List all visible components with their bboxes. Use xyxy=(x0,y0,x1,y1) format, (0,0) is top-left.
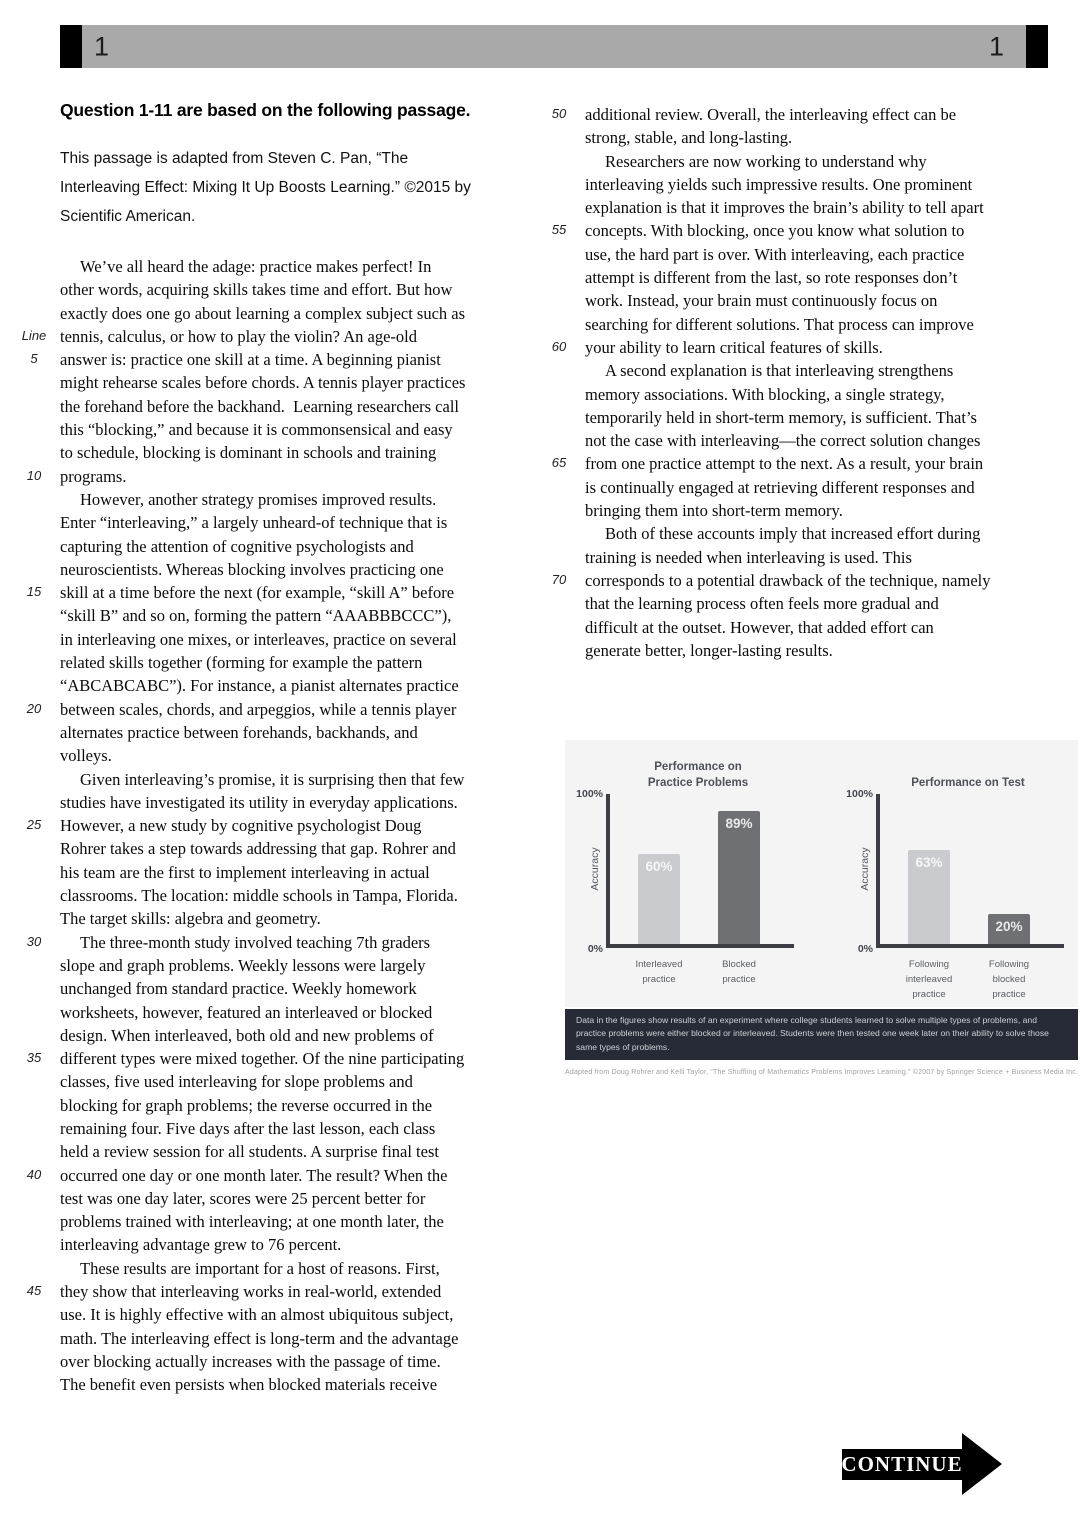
figure-caption: Data in the figures show results of an experiment where college students learned to solve multiple types of problems, and practice problems were either blocked or interleaved. Students were then tested one week later on their ability to solve those same types of problems. xyxy=(565,1009,1078,1060)
passage-line-text: A second explanation is that interleaving strengthens xyxy=(605,361,954,381)
line-number: 20 xyxy=(26,700,42,716)
passage-line xyxy=(60,837,465,860)
passage-line-text: capturing the attention of cognitive psychologists and xyxy=(60,536,414,556)
passage-line-text: The benefit even persists when blocked materials receive xyxy=(60,1375,438,1395)
passage-column-right xyxy=(551,103,1059,703)
passage-line xyxy=(585,243,990,266)
passage-line-text: blocking for graph problems; the reverse occurred in the xyxy=(60,1095,433,1115)
continue-arrow-icon xyxy=(962,1433,1002,1495)
bar-value-label: 89% xyxy=(725,815,753,831)
passage-line xyxy=(585,429,990,452)
passage-line xyxy=(585,406,990,429)
passage-line-text: math. The interleaving effect is long-term and the advantage xyxy=(60,1328,459,1348)
passage-line-text: difficult at the outset. However, that added effort can xyxy=(585,617,934,637)
passage-line-text: memory associations. With blocking, a single strategy, xyxy=(585,384,945,404)
passage-line-text: different types were mixed together. Of the nine participating xyxy=(60,1049,465,1069)
passage-line xyxy=(60,371,465,394)
passage-line-text: The target skills: algebra and geometry. xyxy=(60,909,321,929)
continue-label: CONTINUE xyxy=(841,1451,963,1476)
passage-line xyxy=(551,569,991,592)
passage-line xyxy=(60,1350,465,1373)
passage-line xyxy=(585,616,990,639)
passage-line-text: answer is: practice one skill at a time. A beginning pianist xyxy=(60,350,441,370)
passage-line xyxy=(60,1140,465,1163)
passage-line-text: over blocking actually increases with the passage of time. xyxy=(60,1351,441,1371)
passage-line xyxy=(60,744,465,767)
passage-line-text: We’ve all heard the adage: practice makes perfect! In xyxy=(80,257,432,276)
y-axis-label: Accuracy xyxy=(589,847,601,891)
chart-title: Performance on Practice Problems xyxy=(647,760,749,790)
passage-line xyxy=(585,126,990,149)
passage-line-text: slope and graph problems. Weekly lessons were largely xyxy=(60,955,426,975)
passage-line xyxy=(60,791,465,814)
line-number: 65 xyxy=(551,455,567,471)
passage-line-text: alternates practice between forehands, backhands, and xyxy=(60,722,418,742)
line-number: 40 xyxy=(26,1166,42,1182)
passage-line xyxy=(585,499,990,522)
header-left-cap xyxy=(60,25,82,68)
passage-line-text: that the learning process often feels more gradual and xyxy=(585,594,939,614)
bar-interleaved-practice xyxy=(638,854,680,944)
chart-plot-area xyxy=(876,794,1064,948)
attribution-line: This passage is adapted from Steven C. Pan, “The xyxy=(60,150,409,167)
passage-line xyxy=(60,441,465,464)
passage-line xyxy=(60,1117,465,1140)
passage-line xyxy=(26,1047,465,1070)
passage-line xyxy=(60,1001,465,1024)
y-axis-tick: 100% xyxy=(576,788,603,800)
section-number-right: 1 xyxy=(988,31,1004,61)
passage-line xyxy=(585,546,990,569)
bar-chart-test xyxy=(846,754,1080,1009)
line-number: 45 xyxy=(26,1283,42,1299)
bar-following-interleaved-practice xyxy=(908,850,950,945)
passage-line xyxy=(60,1094,465,1117)
passage-line-text: temporarily held in short-term memory, is sufficient. That’s xyxy=(585,407,977,427)
passage-line-text: Given interleaving’s promise, it is surprising then that few xyxy=(80,769,465,789)
passage-line xyxy=(551,336,990,359)
passage-line-text: to schedule, blocking is dominant in schools and training xyxy=(60,443,437,463)
passage-line xyxy=(585,266,990,289)
passage-line xyxy=(21,325,465,348)
passage-line-text: other words, acquiring skills takes time and effort. But how xyxy=(60,280,453,300)
passage-line-text: volleys. xyxy=(60,746,112,766)
passage-line xyxy=(60,535,465,558)
passage-line-text: strong, stable, and long-lasting. xyxy=(585,128,793,148)
passage-line xyxy=(60,604,465,627)
passage-line-text: The three-month study involved teaching 7th graders xyxy=(80,932,431,952)
x-axis-category-label: Blocked practice xyxy=(722,959,756,985)
section-header-bar xyxy=(60,25,1048,68)
passage-line-text: might rehearse scales before chords. A tennis player practices xyxy=(60,373,466,393)
passage-line xyxy=(585,522,990,545)
passage-line-text: skill at a time before the next (for example, “skill A” before xyxy=(60,583,455,603)
passage-line-text: use, the hard part is over. With interleaving, each practice xyxy=(585,244,965,264)
chart-title: Performance on Test xyxy=(911,777,1025,790)
passage-line-text: However, a new study by cognitive psychologist Doug xyxy=(60,816,422,836)
passage-line xyxy=(585,476,990,499)
passage-line xyxy=(585,289,990,312)
passage-line xyxy=(26,698,465,721)
passage-line-text: concepts. With blocking, once you know what solution to xyxy=(585,221,965,241)
passage-line xyxy=(60,1024,465,1047)
passage-line-text: searching for different solutions. That process can improve xyxy=(585,314,974,334)
line-number: 25 xyxy=(26,817,42,833)
passage-line xyxy=(585,639,990,662)
passage-line xyxy=(60,768,465,791)
y-axis-tick: 0% xyxy=(587,943,603,955)
passage-line-text: use. It is highly effective with an almost ubiquitous subject, xyxy=(60,1305,454,1325)
passage-line xyxy=(585,592,990,615)
passage-line-text: test was one day later, scores were 25 percent better for xyxy=(60,1188,426,1208)
y-axis-label: Accuracy xyxy=(859,847,871,891)
passage-line xyxy=(60,1187,465,1210)
passage-line-text: Researchers are now working to understand why xyxy=(605,151,927,171)
passage-line-text: this “blocking,” and because it is commonsensical and easy xyxy=(60,420,453,440)
passage-line xyxy=(60,558,465,581)
passage-line xyxy=(26,1280,465,1303)
passage-line-text: attempt is different from the last, so rote responses don’t xyxy=(585,268,958,288)
bar-value-label: 60% xyxy=(645,859,673,874)
passage-line xyxy=(585,150,990,173)
passage-line-text: they show that interleaving works in real-world, extended xyxy=(60,1282,442,1302)
passage-line xyxy=(585,383,990,406)
passage-line-text: your ability to learn critical features of skills. xyxy=(585,337,883,357)
x-axis-category-label: Following interleaved practice xyxy=(905,959,953,1000)
passage-line-text: not the case with interleaving—the correct solution changes xyxy=(585,431,981,451)
passage-line xyxy=(60,1070,465,1093)
passage-line xyxy=(60,1327,465,1350)
passage-line xyxy=(60,302,465,325)
passage-line-text: unchanged from standard practice. Weekly homework xyxy=(60,979,417,999)
bar-value-label: 20% xyxy=(995,919,1023,934)
bar-following-blocked-practice xyxy=(988,914,1030,944)
passage-line xyxy=(26,581,465,604)
passage-line xyxy=(26,931,465,954)
passage-line-text: tennis, calculus, or how to play the violin? An age-old xyxy=(60,326,417,346)
line-number: Line xyxy=(21,327,47,343)
passage-line xyxy=(60,954,465,977)
continue-button[interactable] xyxy=(842,1433,1002,1495)
passage-line xyxy=(60,418,465,441)
passage-line-text: held a review session for all students. A surprise final test xyxy=(60,1142,439,1162)
bar-blocked-practice xyxy=(718,811,760,945)
passage-line xyxy=(585,359,990,382)
passage-line-text: explanation is that it improves the brain’s ability to tell apart xyxy=(585,198,984,218)
passage-figure xyxy=(565,740,1078,1076)
passage-line-text: However, another strategy promises improved results. xyxy=(80,489,437,509)
passage-line-text: Enter “interleaving,” a largely unheard-of technique that is xyxy=(60,513,448,533)
passage-line xyxy=(60,628,465,651)
passage-line-text: design. When interleaved, both old and new problems of xyxy=(60,1025,434,1045)
passage-line xyxy=(26,1164,465,1187)
chart-plot-area xyxy=(606,794,794,948)
x-axis-category-label: Following blocked practice xyxy=(988,959,1030,1000)
figure-credit: Adapted from Doug Rohrer and Kelli Taylor, “The Shuffling of Mathematics Problems Improves Learning.” ©2007 by Springer Science + Business Media Inc. xyxy=(565,1068,1079,1076)
line-number: 60 xyxy=(551,338,567,354)
passage-line xyxy=(60,278,465,301)
passage-line xyxy=(585,196,990,219)
passage-line-text: occurred one day or one month later. The result? When the xyxy=(60,1165,448,1185)
passage-line xyxy=(551,103,990,126)
passage-line xyxy=(60,395,465,418)
passage-line xyxy=(60,907,465,930)
passage-line xyxy=(60,1233,465,1256)
passage-line-text: interleaving yields such impressive results. One prominent xyxy=(585,174,973,194)
passage-line-text: between scales, chords, and arpeggios, while a tennis player xyxy=(60,699,457,719)
passage-line-text: “ABCABCABC”). For instance, a pianist alternates practice xyxy=(60,676,459,696)
line-number: 50 xyxy=(551,106,567,121)
attribution-line: Interleaving Effect: Mixing It Up Boosts Learning.” ©2015 by xyxy=(60,179,471,196)
bar-value-label: 63% xyxy=(915,854,943,870)
line-number: 15 xyxy=(26,584,42,600)
question-range-heading: Question 1-11 are based on the following passage. xyxy=(60,100,471,120)
passage-line xyxy=(60,1210,465,1233)
passage-line xyxy=(60,1303,465,1326)
passage-line xyxy=(30,348,465,371)
passage-line-text: neuroscientists. Whereas blocking involves practicing one xyxy=(60,559,444,579)
passage-line-text: These results are important for a host of reasons. First, xyxy=(80,1258,440,1278)
passage-line-text: interleaving advantage grew to 76 percent. xyxy=(60,1235,342,1255)
passage-line-text: work. Instead, your brain must continuously focus on xyxy=(585,291,938,311)
passage-text-right xyxy=(551,103,991,662)
y-axis-tick: 0% xyxy=(857,943,873,955)
y-axis-tick: 100% xyxy=(846,788,873,800)
line-number: 10 xyxy=(26,467,42,483)
figure-charts xyxy=(565,740,1078,1007)
passage-line xyxy=(60,674,465,697)
passage-line-text: programs. xyxy=(60,466,127,486)
line-number: 55 xyxy=(551,222,567,238)
passage-line-text: training is needed when interleaving is used. This xyxy=(585,547,912,567)
bar-chart-practice xyxy=(576,754,813,1009)
passage-line xyxy=(60,1373,465,1396)
passage-line-text: remaining four. Five days after the last lesson, each class xyxy=(60,1118,436,1138)
continue-box xyxy=(842,1449,962,1480)
passage-line-text: his team are the first to implement interleaving in actual xyxy=(60,862,430,882)
passage-line xyxy=(26,814,465,837)
passage-line-text: classrooms. The location: middle schools in Tampa, Florida. xyxy=(60,886,458,906)
passage-line xyxy=(60,721,465,744)
passage-line xyxy=(585,173,990,196)
passage-line-text: bringing them into short-term memory. xyxy=(585,501,843,521)
passage-line xyxy=(60,511,465,534)
line-number: 5 xyxy=(30,351,38,367)
passage-line-text: the forehand before the backhand. Learning researchers call xyxy=(60,396,459,416)
passage-line-text: studies have investigated its utility in everyday applications. xyxy=(60,792,458,812)
passage-line-text: corresponds to a potential drawback of the technique, namely xyxy=(585,570,991,590)
passage-line-text: generate better, longer-lasting results. xyxy=(585,640,833,660)
passage-line-text: additional review. Overall, the interleaving effect can be xyxy=(585,105,957,124)
passage-line-text: “skill B” and so on, forming the pattern “AAABBBCCC”), xyxy=(60,606,452,626)
passage-line-text: problems trained with interleaving; at one month later, the xyxy=(60,1212,444,1232)
passage-line xyxy=(26,465,465,488)
passage-line-text: classes, five used interleaving for slope problems and xyxy=(60,1072,413,1092)
passage-line xyxy=(60,255,465,278)
passage-line-text: worksheets, however, featured an interleaved or blocked xyxy=(60,1002,433,1022)
passage-line xyxy=(585,313,990,336)
passage-line xyxy=(60,861,465,884)
passage-line-text: is continually engaged at retrieving different responses and xyxy=(585,477,975,497)
passage-line-text: Both of these accounts imply that increased effort during xyxy=(605,524,981,544)
passage-line-text: in interleaving one mixes, or interleaves, practice on several xyxy=(60,629,457,649)
passage-line xyxy=(60,884,465,907)
line-number: 30 xyxy=(26,933,42,949)
line-number: 35 xyxy=(26,1050,42,1066)
passage-line xyxy=(60,977,465,1000)
passage-line-text: from one practice attempt to the next. As a result, your brain xyxy=(585,454,984,474)
passage-line-text: Rohrer takes a step towards addressing that gap. Rohrer and xyxy=(60,839,456,859)
passage-line xyxy=(551,452,990,475)
section-number-left: 1 xyxy=(94,31,110,61)
passage-line-text: related skills together (forming for example the pattern xyxy=(60,653,423,673)
passage-line-text: exactly does one go about learning a complex subject such as xyxy=(60,303,466,323)
passage-attribution xyxy=(60,144,530,231)
passage-line xyxy=(60,651,465,674)
passage-line xyxy=(551,219,990,242)
header-right-cap xyxy=(1026,25,1048,68)
passage-line xyxy=(60,488,465,511)
passage-line xyxy=(60,1257,465,1280)
line-number: 70 xyxy=(551,571,567,587)
x-axis-category-label: Interleaved practice xyxy=(635,959,683,985)
passage-column-left xyxy=(21,100,554,1420)
passage-text-left xyxy=(21,255,466,1397)
attribution-line: Scientific American. xyxy=(60,208,196,225)
